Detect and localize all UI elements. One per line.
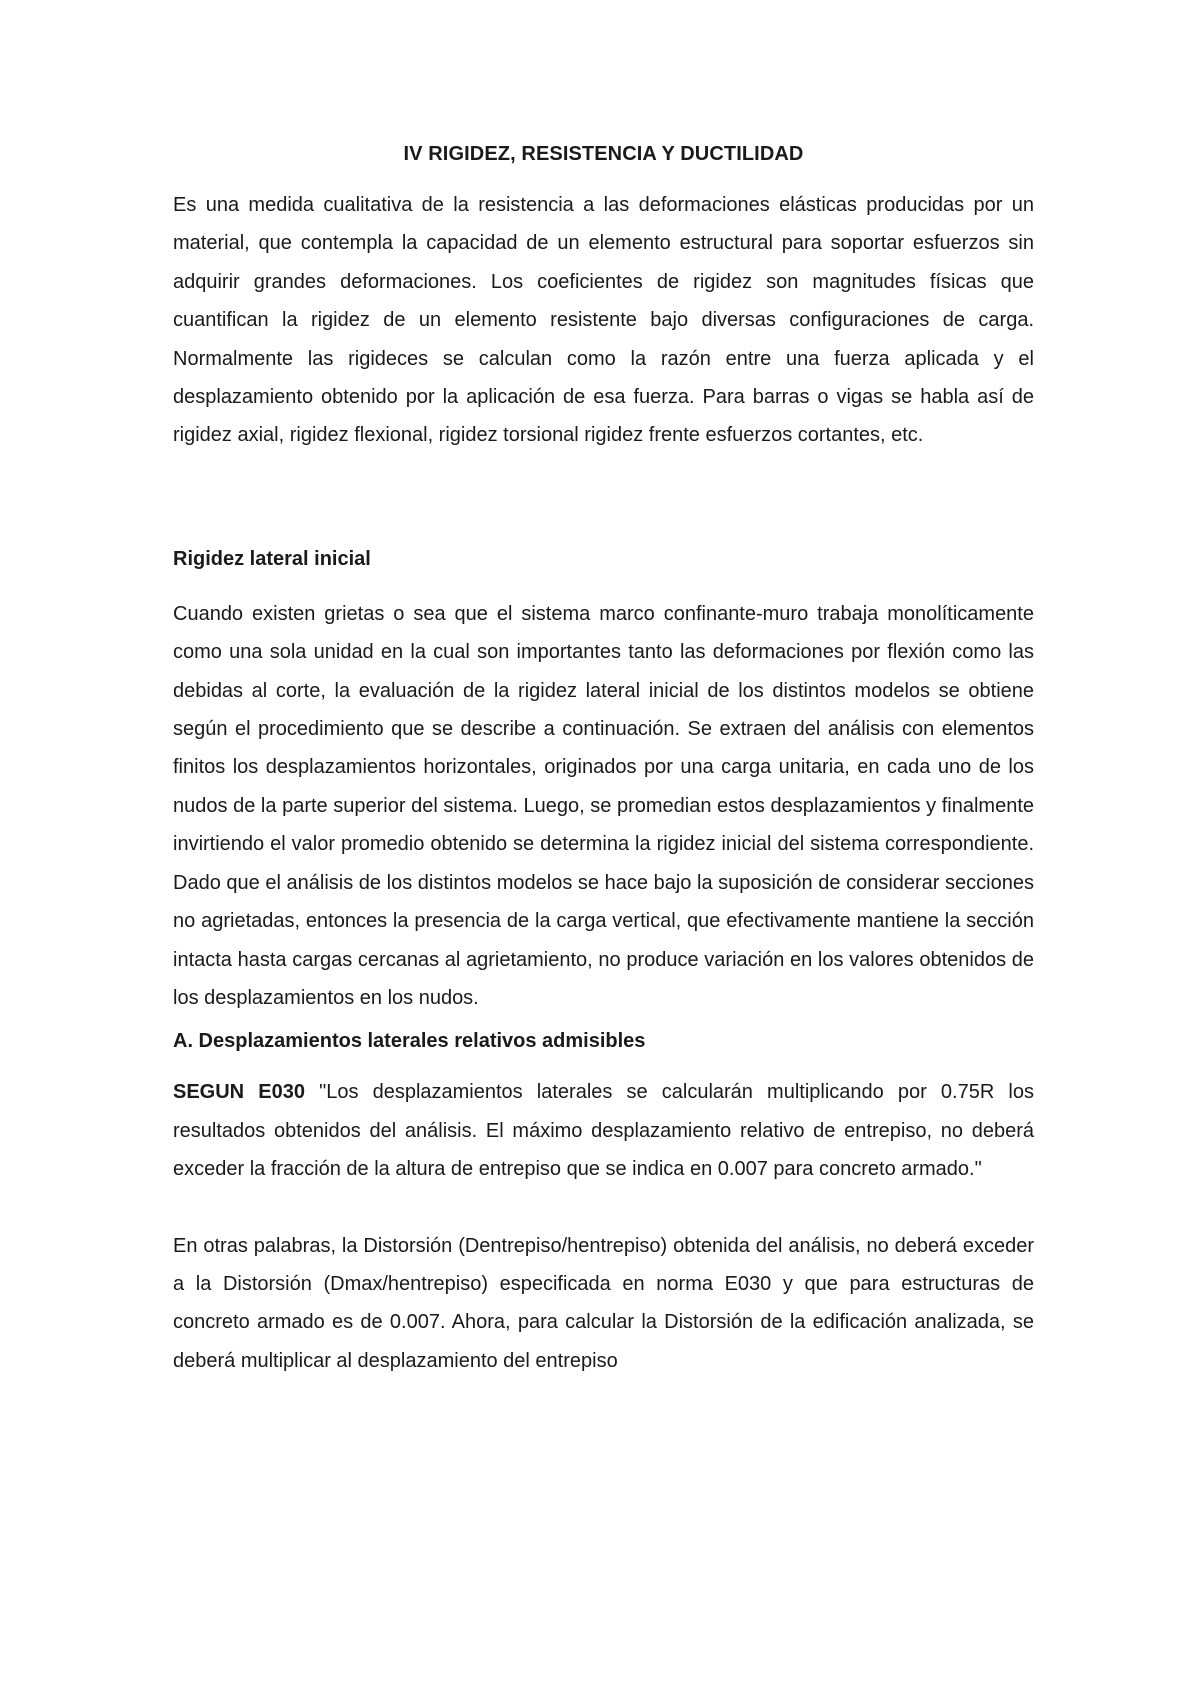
section-heading-desplazamientos: A. Desplazamientos laterales relativos admisibles xyxy=(173,1030,646,1053)
section-heading-rigidez-lateral: Rigidez lateral inicial xyxy=(173,547,371,570)
distorsion-paragraph: En otras palabras, la Distorsión (Dentrepiso/hentrepiso) obtenida del análisis, no deberá exceder a la Distorsión (Dmax/hentrepiso) especificada en norma E030 y que para estructuras de concreto armado es de 0.007. Ahora, para calcular la Distorsión de la edificación analizada, se deberá multiplicar al desplazamiento del entrepiso xyxy=(173,1234,1034,1372)
segun-e030-quote: "Los desplazamientos laterales se calcularán multiplicando por 0.75R los resultados obtenidos del análisis. El máximo desplazamiento relativo de entrepiso, no deberá exceder la fracción de la altura de entrepiso que se indica en 0.007 para concreto armado." xyxy=(173,1081,1034,1181)
document-title: IV RIGIDEZ, RESISTENCIA Y DUCTILIDAD xyxy=(403,143,804,165)
segun-e030-label: SEGUN E030 xyxy=(173,1081,305,1104)
intro-paragraph: Es una medida cualitativa de la resistencia a las deformaciones elásticas producidas por un material, que contempla la capacidad de un elemento estructural para soportar esfuerzos sin adquirir grandes deformaciones. Los coeficientes de rigidez son magnitudes físicas que cuantifican la rigidez de un elemento resistente bajo diversas configuraciones de carga. Normalmente las rigideces se calculan como la razón entre una fuerza aplicada y el desplazamiento obtenido por la aplicación de esa fuerza. Para barras o vigas se habla así de rigidez axial, rigidez flexional, rigidez torsional rigidez frente esfuerzos cortantes, etc. xyxy=(173,194,1034,447)
document-page xyxy=(173,140,1034,1380)
rigidez-lateral-paragraph: Cuando existen grietas o sea que el sistema marco confinante-muro trabaja monolíticamente como una sola unidad en la cual son importantes tanto las deformaciones por flexión como las debidas al corte, la evaluación de la rigidez lateral inicial de los distintos modelos se obtiene según el procedimiento que se describe a continuación. Se extraen del análisis con elementos finitos los desplazamientos horizontales, originados por una carga unitaria, en cada uno de los nudos de la parte superior del sistema. Luego, se promedian estos desplazamientos y finalmente invirtiendo el valor promedio obtenido se determina la rigidez inicial del sistema correspondiente. Dado que el análisis de los distintos modelos se hace bajo la suposición de considerar secciones no agrietadas, entonces la presencia de la carga vertical, que efectivamente mantiene la sección intacta hasta cargas cercanas al agrietamiento, no produce variación en los valores obtenidos de los desplazamientos en los nudos. xyxy=(173,602,1034,1009)
segun-e030-paragraph xyxy=(173,1073,1034,1188)
